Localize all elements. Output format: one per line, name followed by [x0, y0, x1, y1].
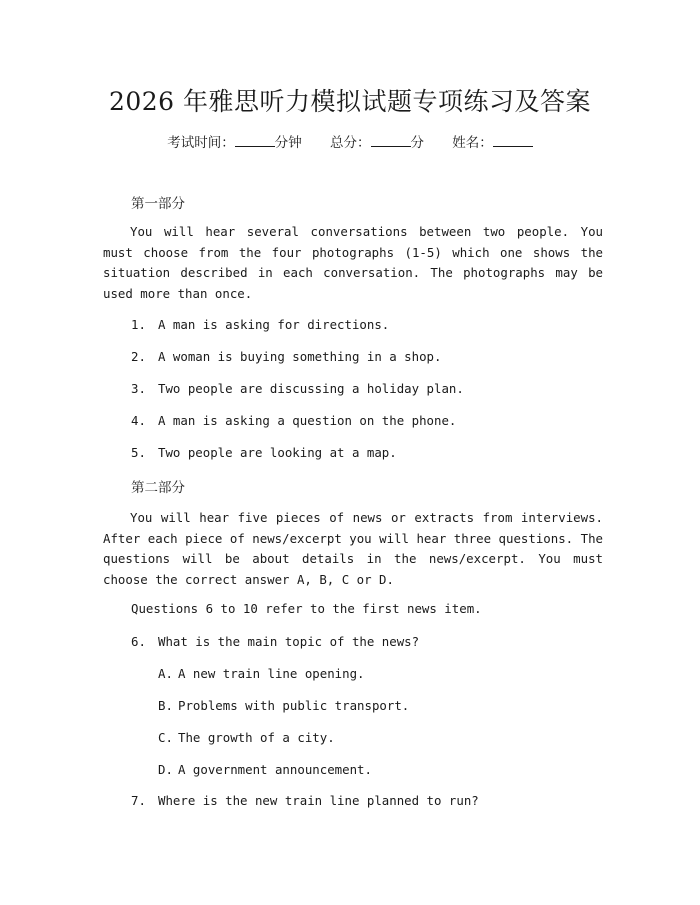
part2-heading: 第二部分 [131, 480, 185, 496]
exam-time-blank[interactable] [235, 134, 275, 147]
exam-time-field [167, 131, 302, 151]
list-item [131, 317, 389, 333]
option-item [158, 698, 409, 714]
part1-heading: 第一部分 [131, 196, 185, 212]
option-letter: A. [158, 666, 173, 681]
name-blank[interactable] [493, 134, 533, 147]
item-number: 3. [131, 381, 146, 396]
item-number: 2. [131, 349, 146, 364]
score-label: 总分： [330, 135, 371, 151]
option-text: Problems with public transport. [178, 698, 410, 713]
exam-info-line [0, 131, 700, 151]
option-text: The growth of a city. [178, 730, 335, 745]
item-text: A man is asking for directions. [158, 317, 390, 332]
list-item [131, 381, 464, 397]
item-number: 4. [131, 413, 146, 428]
question-text: What is the main topic of the news? [158, 634, 420, 649]
item-number: 5. [131, 445, 146, 460]
item-text: Two people are looking at a map. [158, 445, 397, 460]
option-text: A government announcement. [178, 762, 372, 777]
option-item [158, 762, 372, 778]
question-number: 6. [131, 634, 146, 649]
score-blank[interactable] [371, 134, 411, 147]
name-field [452, 131, 533, 151]
option-letter: C. [158, 730, 173, 745]
list-item [131, 445, 397, 461]
question-6 [131, 634, 419, 650]
item-text: A man is asking a question on the phone. [158, 413, 457, 428]
option-letter: D. [158, 762, 173, 777]
list-item [131, 349, 441, 365]
document-title: 2026 年雅思听力模拟试题专项练习及答案 [108, 87, 592, 116]
score-field [330, 131, 424, 151]
question-text: Where is the new train line planned to run? [158, 793, 479, 808]
list-item [131, 413, 456, 429]
item-number: 1. [131, 317, 146, 332]
exam-time-label: 考试时间： [167, 135, 235, 151]
item-text: A woman is buying something in a shop. [158, 349, 442, 364]
part2-instructions: You will hear five pieces of news or extracts from interviews. After each piece of news/excerpt you will hear three questions. The questions will be about details in the news/excerpt. You must choose the correct answer A, B, C or D. [103, 510, 603, 587]
name-label: 姓名： [452, 135, 493, 151]
option-letter: B. [158, 698, 173, 713]
option-item [158, 666, 365, 682]
item-text: Two people are discussing a holiday plan. [158, 381, 464, 396]
option-item [158, 730, 335, 746]
question-7 [131, 793, 479, 809]
score-unit: 分 [410, 135, 424, 151]
part2-intro: Questions 6 to 10 refer to the first news item. [131, 601, 482, 616]
question-number: 7. [131, 793, 146, 808]
exam-time-unit: 分钟 [274, 135, 302, 151]
option-text: A new train line opening. [178, 666, 365, 681]
part1-instructions: You will hear several conversations between two people. You must choose from the four photographs (1-5) which one shows the situation described in each conversation. The photographs may be used more than once. [103, 224, 603, 301]
